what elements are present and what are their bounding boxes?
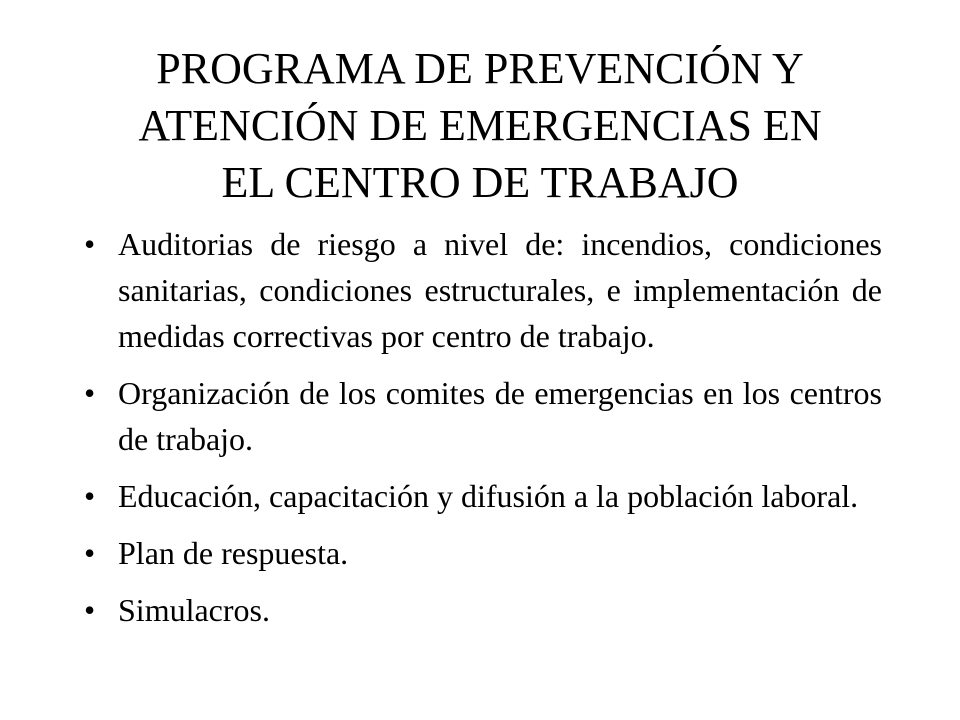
bullet-dot-icon: • [84,226,96,262]
slide-title [60,40,900,211]
bullet-dot-icon: • [84,375,96,411]
bullet-item [84,530,882,576]
bullet-item [84,473,882,519]
bullet-text: Educación, capacitación y difusión a la población laboral. [118,478,859,514]
bullet-dot-icon: • [84,478,96,514]
bullet-dot-icon: • [84,592,96,628]
title-line: ATENCIÓN DE EMERGENCIAS EN [138,101,822,150]
title-line: PROGRAMA DE PREVENCIÓN Y [156,44,804,93]
bullet-text: Plan de respuesta. [118,535,349,571]
bullet-item [84,370,882,462]
bullet-item [84,587,882,633]
bullet-list [84,221,882,633]
bullet-dot-icon: • [84,535,96,571]
bullet-text: Simulacros. [118,592,270,628]
title-line: EL CENTRO DE TRABAJO [221,158,739,207]
bullet-text: Organización de los comites de emergencias en los centros de trabajo. [118,375,882,457]
bullet-item [84,221,882,359]
bullet-text: Auditorias de riesgo a nivel de: incendios, condiciones sanitarias, condiciones estructurales, e implementación de medidas correctivas por centro de trabajo. [118,226,882,354]
